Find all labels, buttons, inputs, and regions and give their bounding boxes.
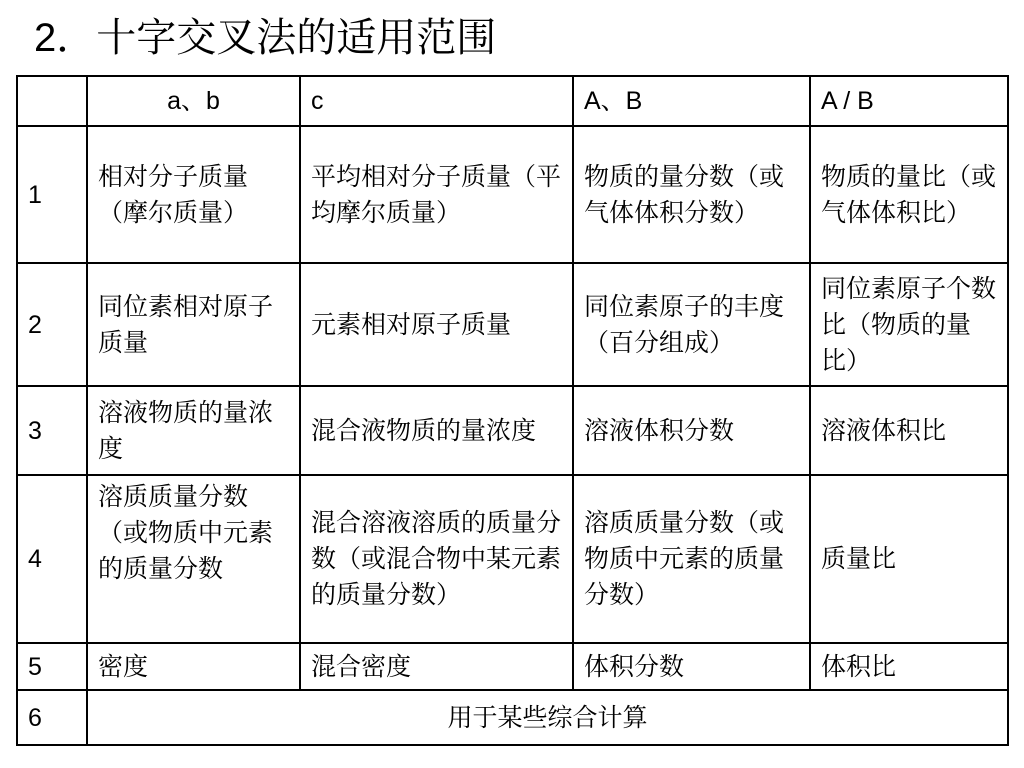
title-number: 2 bbox=[34, 16, 57, 60]
cell-ab: 同位素相对原子质量 bbox=[87, 263, 300, 386]
cell-A-over-B: 同位素原子个数比（物质的量比） bbox=[810, 263, 1008, 386]
cell-AB: 物质的量分数（或气体体积分数） bbox=[573, 126, 810, 263]
page-title bbox=[34, 8, 496, 68]
table-row bbox=[17, 690, 1008, 745]
table-row bbox=[17, 386, 1008, 475]
table-row bbox=[17, 643, 1008, 690]
cell-ab: 溶液物质的量浓度 bbox=[87, 386, 300, 475]
table-row bbox=[17, 126, 1008, 263]
cell-A-over-B: 物质的量比（或气体体积比） bbox=[810, 126, 1008, 263]
table-header-row bbox=[17, 76, 1008, 126]
cell-AB: 体积分数 bbox=[573, 643, 810, 690]
cell-A-over-B: 体积比 bbox=[810, 643, 1008, 690]
table-row bbox=[17, 475, 1008, 643]
range-table bbox=[16, 75, 1009, 746]
title-text: ．十字交叉法的适用范围 bbox=[56, 15, 497, 61]
cell-c: 混合溶液溶质的质量分数（或混合物中某元素的质量分数） bbox=[300, 475, 573, 643]
cell-AB: 同位素原子的丰度（百分组成） bbox=[573, 263, 810, 386]
cell-AB: 溶液体积分数 bbox=[573, 386, 810, 475]
cell-c: 元素相对原子质量 bbox=[300, 263, 573, 386]
header-cell-AB: A、B bbox=[573, 76, 810, 126]
header-cell-A-over-B: A / B bbox=[810, 76, 1008, 126]
table-row bbox=[17, 263, 1008, 386]
cell-c: 平均相对分子质量（平均摩尔质量） bbox=[300, 126, 573, 263]
header-cell-ab: a、b bbox=[87, 76, 300, 126]
cell-ab: 相对分子质量（摩尔质量） bbox=[87, 126, 300, 263]
row-index: 6 bbox=[17, 690, 87, 745]
header-cell-c: c bbox=[300, 76, 573, 126]
cell-merged: 用于某些综合计算 bbox=[87, 690, 1008, 745]
cell-ab: 密度 bbox=[87, 643, 300, 690]
cell-ab: 溶质质量分数（或物质中元素的质量分数 bbox=[87, 475, 300, 643]
cell-c: 混合密度 bbox=[300, 643, 573, 690]
row-index: 3 bbox=[17, 386, 87, 475]
cell-A-over-B: 溶液体积比 bbox=[810, 386, 1008, 475]
cell-A-over-B: 质量比 bbox=[810, 475, 1008, 643]
row-index: 5 bbox=[17, 643, 87, 690]
cell-c: 混合液物质的量浓度 bbox=[300, 386, 573, 475]
header-cell-index bbox=[17, 76, 87, 126]
row-index: 1 bbox=[17, 126, 87, 263]
row-index: 4 bbox=[17, 475, 87, 643]
row-index: 2 bbox=[17, 263, 87, 386]
cell-AB: 溶质质量分数（或物质中元素的质量分数） bbox=[573, 475, 810, 643]
